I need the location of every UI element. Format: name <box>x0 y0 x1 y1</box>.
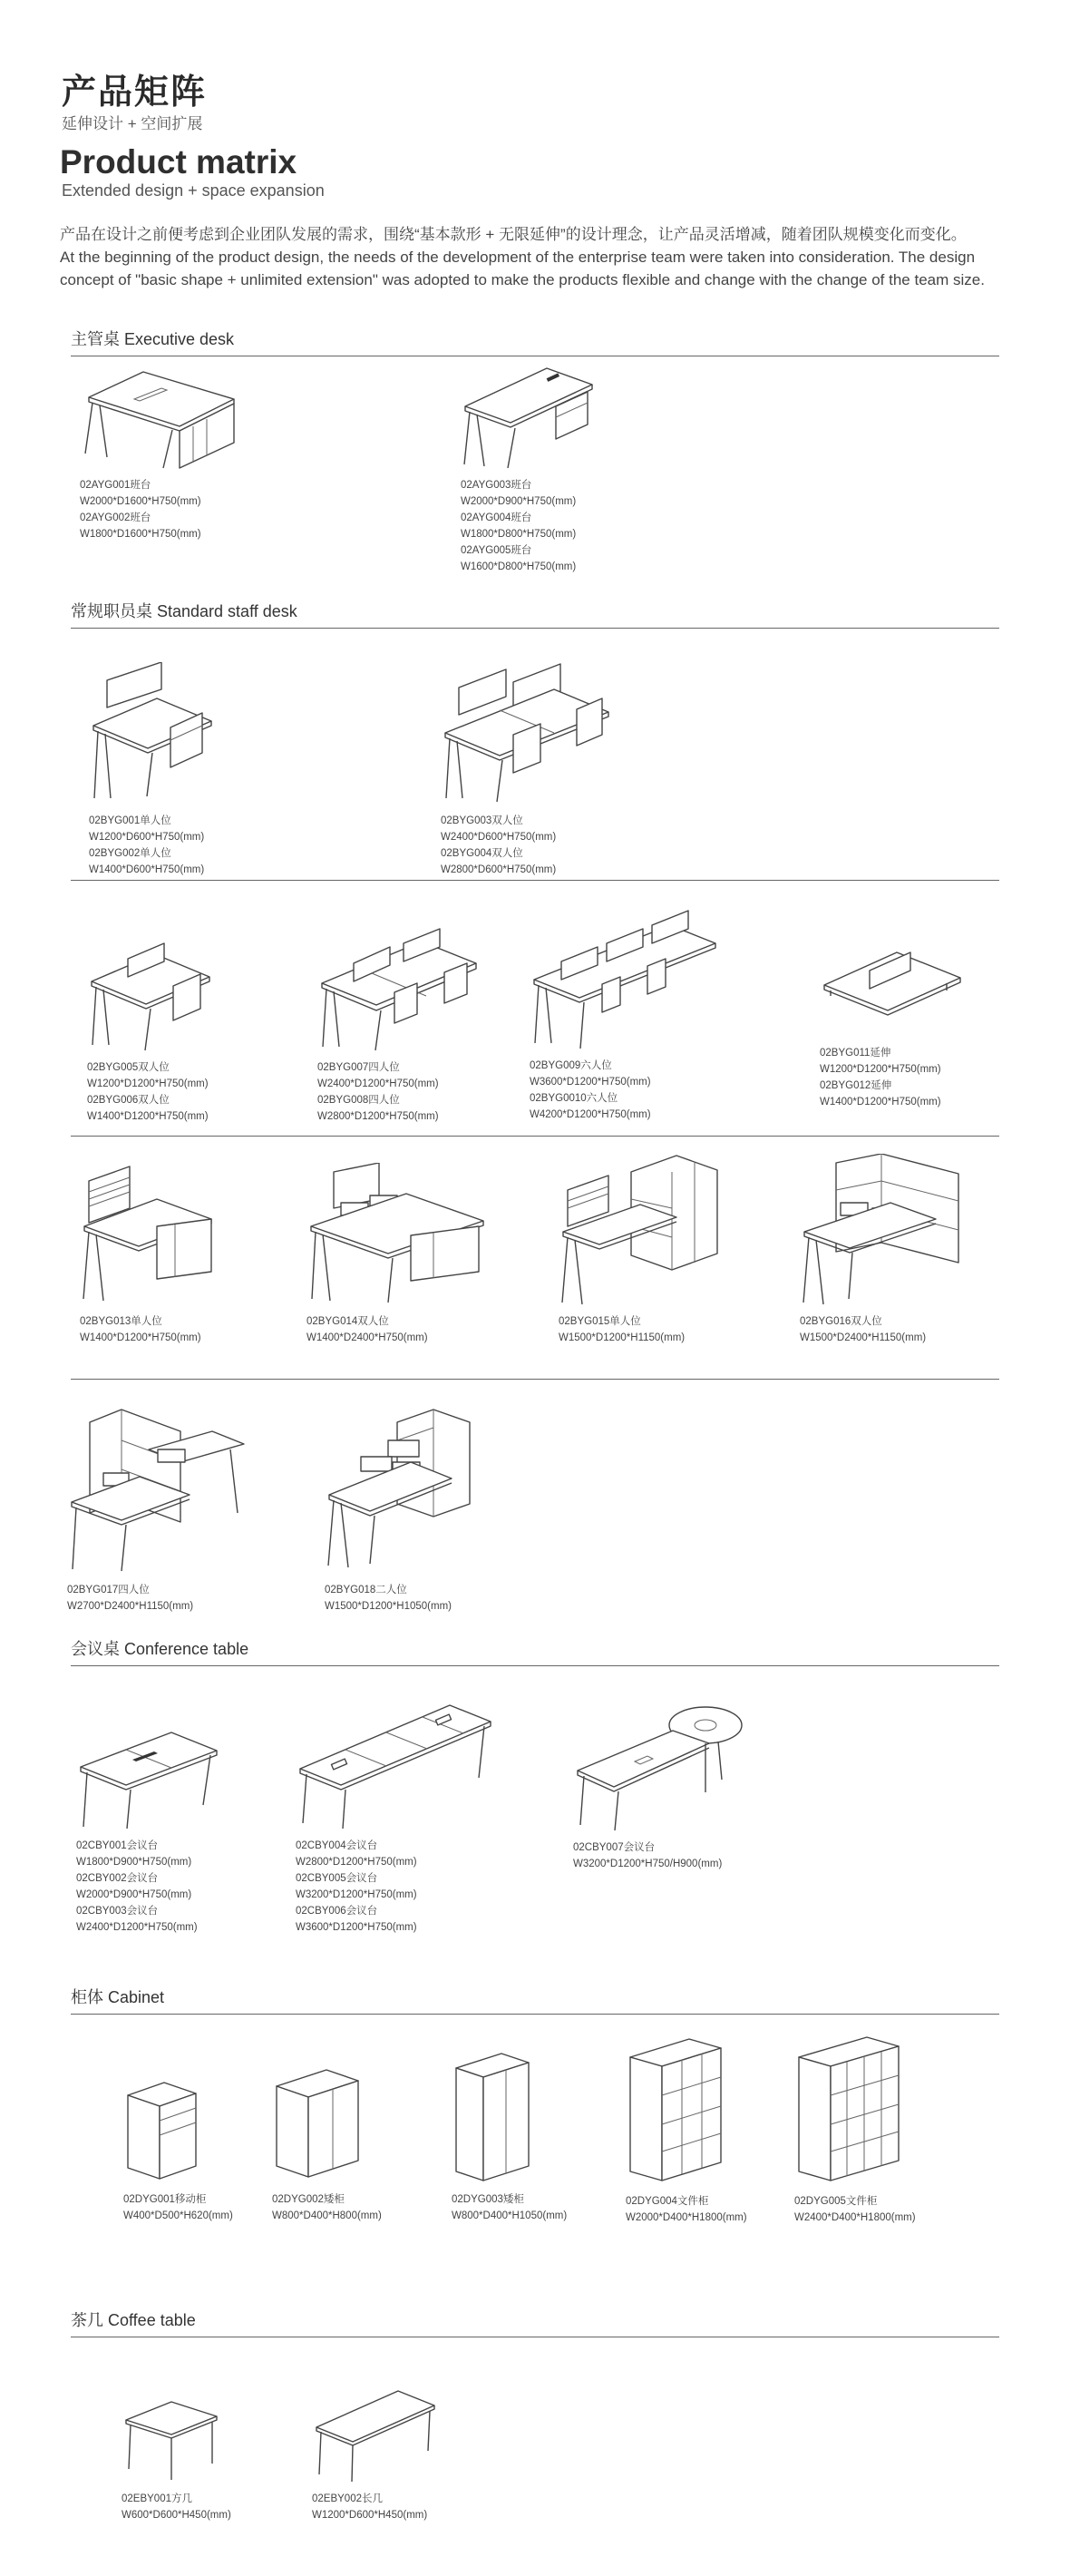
spec-text: 02BYG018二人位 W1500*D1200*H1050(mm) <box>325 1585 452 1612</box>
divider <box>71 880 999 881</box>
long-coffee-table-illustration <box>312 2384 439 2485</box>
double-desk-illustration <box>441 662 613 807</box>
spec-text: 02BYG009六人位 W3600*D1200*H750(mm) 02BYG0010六人位 W4200*D1200*H750(mm) <box>530 1060 651 1120</box>
divider <box>71 1136 999 1137</box>
product-conf-3 <box>573 1698 745 1872</box>
spec-text: 02BYG001单人位 W1200*D600*H750(mm) 02BYG002单人位 W1400*D600*H750(mm) <box>89 815 205 875</box>
section-executive-desk: 主管桌 Executive desk <box>71 327 999 356</box>
product-coffee-1 <box>122 2395 231 2523</box>
spec-text: 02BYG014双人位 W1400*D2400*H750(mm) <box>306 1316 428 1343</box>
product-staff-9 <box>559 1154 722 1346</box>
product-cab-2 <box>272 2064 382 2224</box>
page-subtitle-cn: 延伸设计 + 空间扩展 <box>62 115 203 132</box>
extension-desk-illustration <box>820 940 965 1039</box>
product-staff-4 <box>317 927 481 1125</box>
two-person-screen-desk-illustration <box>325 1404 479 1576</box>
page-subtitle-en: Extended design + space expansion <box>62 181 325 200</box>
product-staff-5 <box>530 907 720 1123</box>
product-staff-6 <box>820 940 965 1110</box>
six-person-desk-illustration <box>530 907 720 1052</box>
spec-text: 02CBY001会议台 W1800*D900*H750(mm) 02CBY002会议台 W2000*D900*H750(mm) 02CBY003会议台 W2400*D1200*H750(mm) <box>76 1840 198 1933</box>
spec-text: 02EBY002长几 W1200*D600*H450(mm) <box>312 2493 428 2521</box>
product-cab-1 <box>123 2077 233 2224</box>
file-cabinet-illustration <box>626 2034 725 2188</box>
section-conference-table: 会议桌 Conference table <box>71 1636 999 1666</box>
product-cab-4 <box>626 2034 747 2226</box>
exec-desk-l-illustration <box>80 363 243 472</box>
product-cab-5 <box>794 2034 916 2226</box>
spec-text: 02BYG017四人位 W2700*D2400*H1150(mm) <box>67 1585 194 1612</box>
product-conf-2 <box>296 1696 495 1936</box>
four-person-bookcase-illustration <box>67 1404 248 1576</box>
single-desk-bookcase-illustration <box>559 1154 722 1308</box>
spec-text: 02DYG003矮柜 W800*D400*H1050(mm) <box>452 2194 568 2221</box>
intro-en: At the beginning of the product design, the needs of the development of the enterprise team were taken into consideration. The design concept of "basic shape + unlimited extension" was adopted to make the products flexible and change with the change of the team size. <box>60 249 985 288</box>
wide-file-cabinet-illustration <box>794 2034 903 2188</box>
four-person-desk-illustration <box>317 927 481 1054</box>
product-staff-2 <box>441 662 613 878</box>
intro-cn: 产品在设计之前便考虑到企业团队发展的需求，围绕“基本款形 + 无限延伸”的设计理念，让产品灵活增减，随着团队规模变化而变化。 <box>60 226 967 243</box>
single-desk-screen-illustration <box>80 1163 216 1308</box>
spec-text: 02BYG015单人位 W1500*D1200*H1150(mm) <box>559 1316 686 1343</box>
square-coffee-table-illustration <box>122 2395 221 2485</box>
product-conf-1 <box>76 1714 221 1936</box>
conference-table-round-extension-illustration <box>573 1698 745 1834</box>
double-desk-bookcase-illustration <box>800 1154 963 1308</box>
product-exec-desk-1 <box>80 363 243 542</box>
intro-text <box>60 223 1021 291</box>
spec-text: 02AYG001班台 W2000*D1600*H750(mm) 02AYG002班台 W1800*D1600*H750(mm) <box>80 480 201 540</box>
product-staff-12 <box>325 1404 479 1615</box>
product-staff-3 <box>87 936 214 1125</box>
spec-text: 02DYG005文件柜 W2400*D400*H1800(mm) <box>794 2196 916 2223</box>
spec-text: 02BYG007四人位 W2400*D1200*H750(mm) 02BYG008四人位 W2800*D1200*H750(mm) <box>317 1062 439 1122</box>
product-cab-3 <box>452 2048 567 2224</box>
medium-cabinet-illustration <box>452 2048 533 2186</box>
spec-text: 02BYG013单人位 W1400*D1200*H750(mm) <box>80 1316 201 1343</box>
single-desk-illustration <box>89 662 216 807</box>
conference-table-small-illustration <box>76 1714 221 1832</box>
spec-text: 02CBY007会议台 W3200*D1200*H750/H900(mm) <box>573 1842 723 1869</box>
spec-text: 02BYG003双人位 W2400*D600*H750(mm) 02BYG004双人位 W2800*D600*H750(mm) <box>441 815 557 875</box>
mobile-pedestal-illustration <box>123 2077 205 2186</box>
spec-text: 02CBY004会议台 W2800*D1200*H750(mm) 02CBY005会议台 W3200*D1200*H750(mm) 02CBY006会议台 W3600*D1200*H750(mm) <box>296 1840 417 1933</box>
product-staff-11 <box>67 1404 248 1615</box>
conference-table-long-illustration <box>296 1696 495 1832</box>
spec-text: 02BYG005双人位 W1200*D1200*H750(mm) 02BYG006双人位 W1400*D1200*H750(mm) <box>87 1062 209 1122</box>
product-staff-10 <box>800 1154 963 1346</box>
double-desk-cabinet-illustration <box>306 1163 488 1308</box>
spec-text: 02AYG003班台 W2000*D900*H750(mm) 02AYG004班台 W1800*D800*H750(mm) 02AYG005班台 W1600*D800*H750(mm) <box>461 480 577 572</box>
spec-text: 02DYG001移动柜 W400*D500*H620(mm) <box>123 2194 233 2221</box>
section-cabinet: 柜体 Cabinet <box>71 1985 999 2015</box>
divider <box>71 1379 999 1380</box>
exec-desk-illustration <box>461 363 597 472</box>
product-staff-7 <box>80 1163 216 1346</box>
section-coffee-table: 茶几 Coffee table <box>71 2308 999 2337</box>
spec-text: 02BYG016双人位 W1500*D2400*H1150(mm) <box>800 1316 927 1343</box>
page-title-cn: 产品矩阵 <box>62 73 208 112</box>
product-coffee-2 <box>312 2384 439 2523</box>
spec-text: 02BYG011延伸 W1200*D1200*H750(mm) 02BYG012延伸 W1400*D1200*H750(mm) <box>820 1048 941 1107</box>
low-cabinet-illustration <box>272 2064 363 2186</box>
spec-text: 02DYG002矮柜 W800*D400*H800(mm) <box>272 2194 382 2221</box>
product-staff-1 <box>89 662 216 878</box>
spec-text: 02EBY001方几 W600*D600*H450(mm) <box>122 2493 231 2521</box>
section-staff-desk: 常规职员桌 Standard staff desk <box>71 599 999 629</box>
product-staff-8 <box>306 1163 488 1346</box>
page-title-en: Product matrix <box>60 143 297 181</box>
product-exec-desk-2 <box>461 363 597 575</box>
face-to-face-desk-illustration <box>87 936 214 1054</box>
spec-text: 02DYG004文件柜 W2000*D400*H1800(mm) <box>626 2196 747 2223</box>
